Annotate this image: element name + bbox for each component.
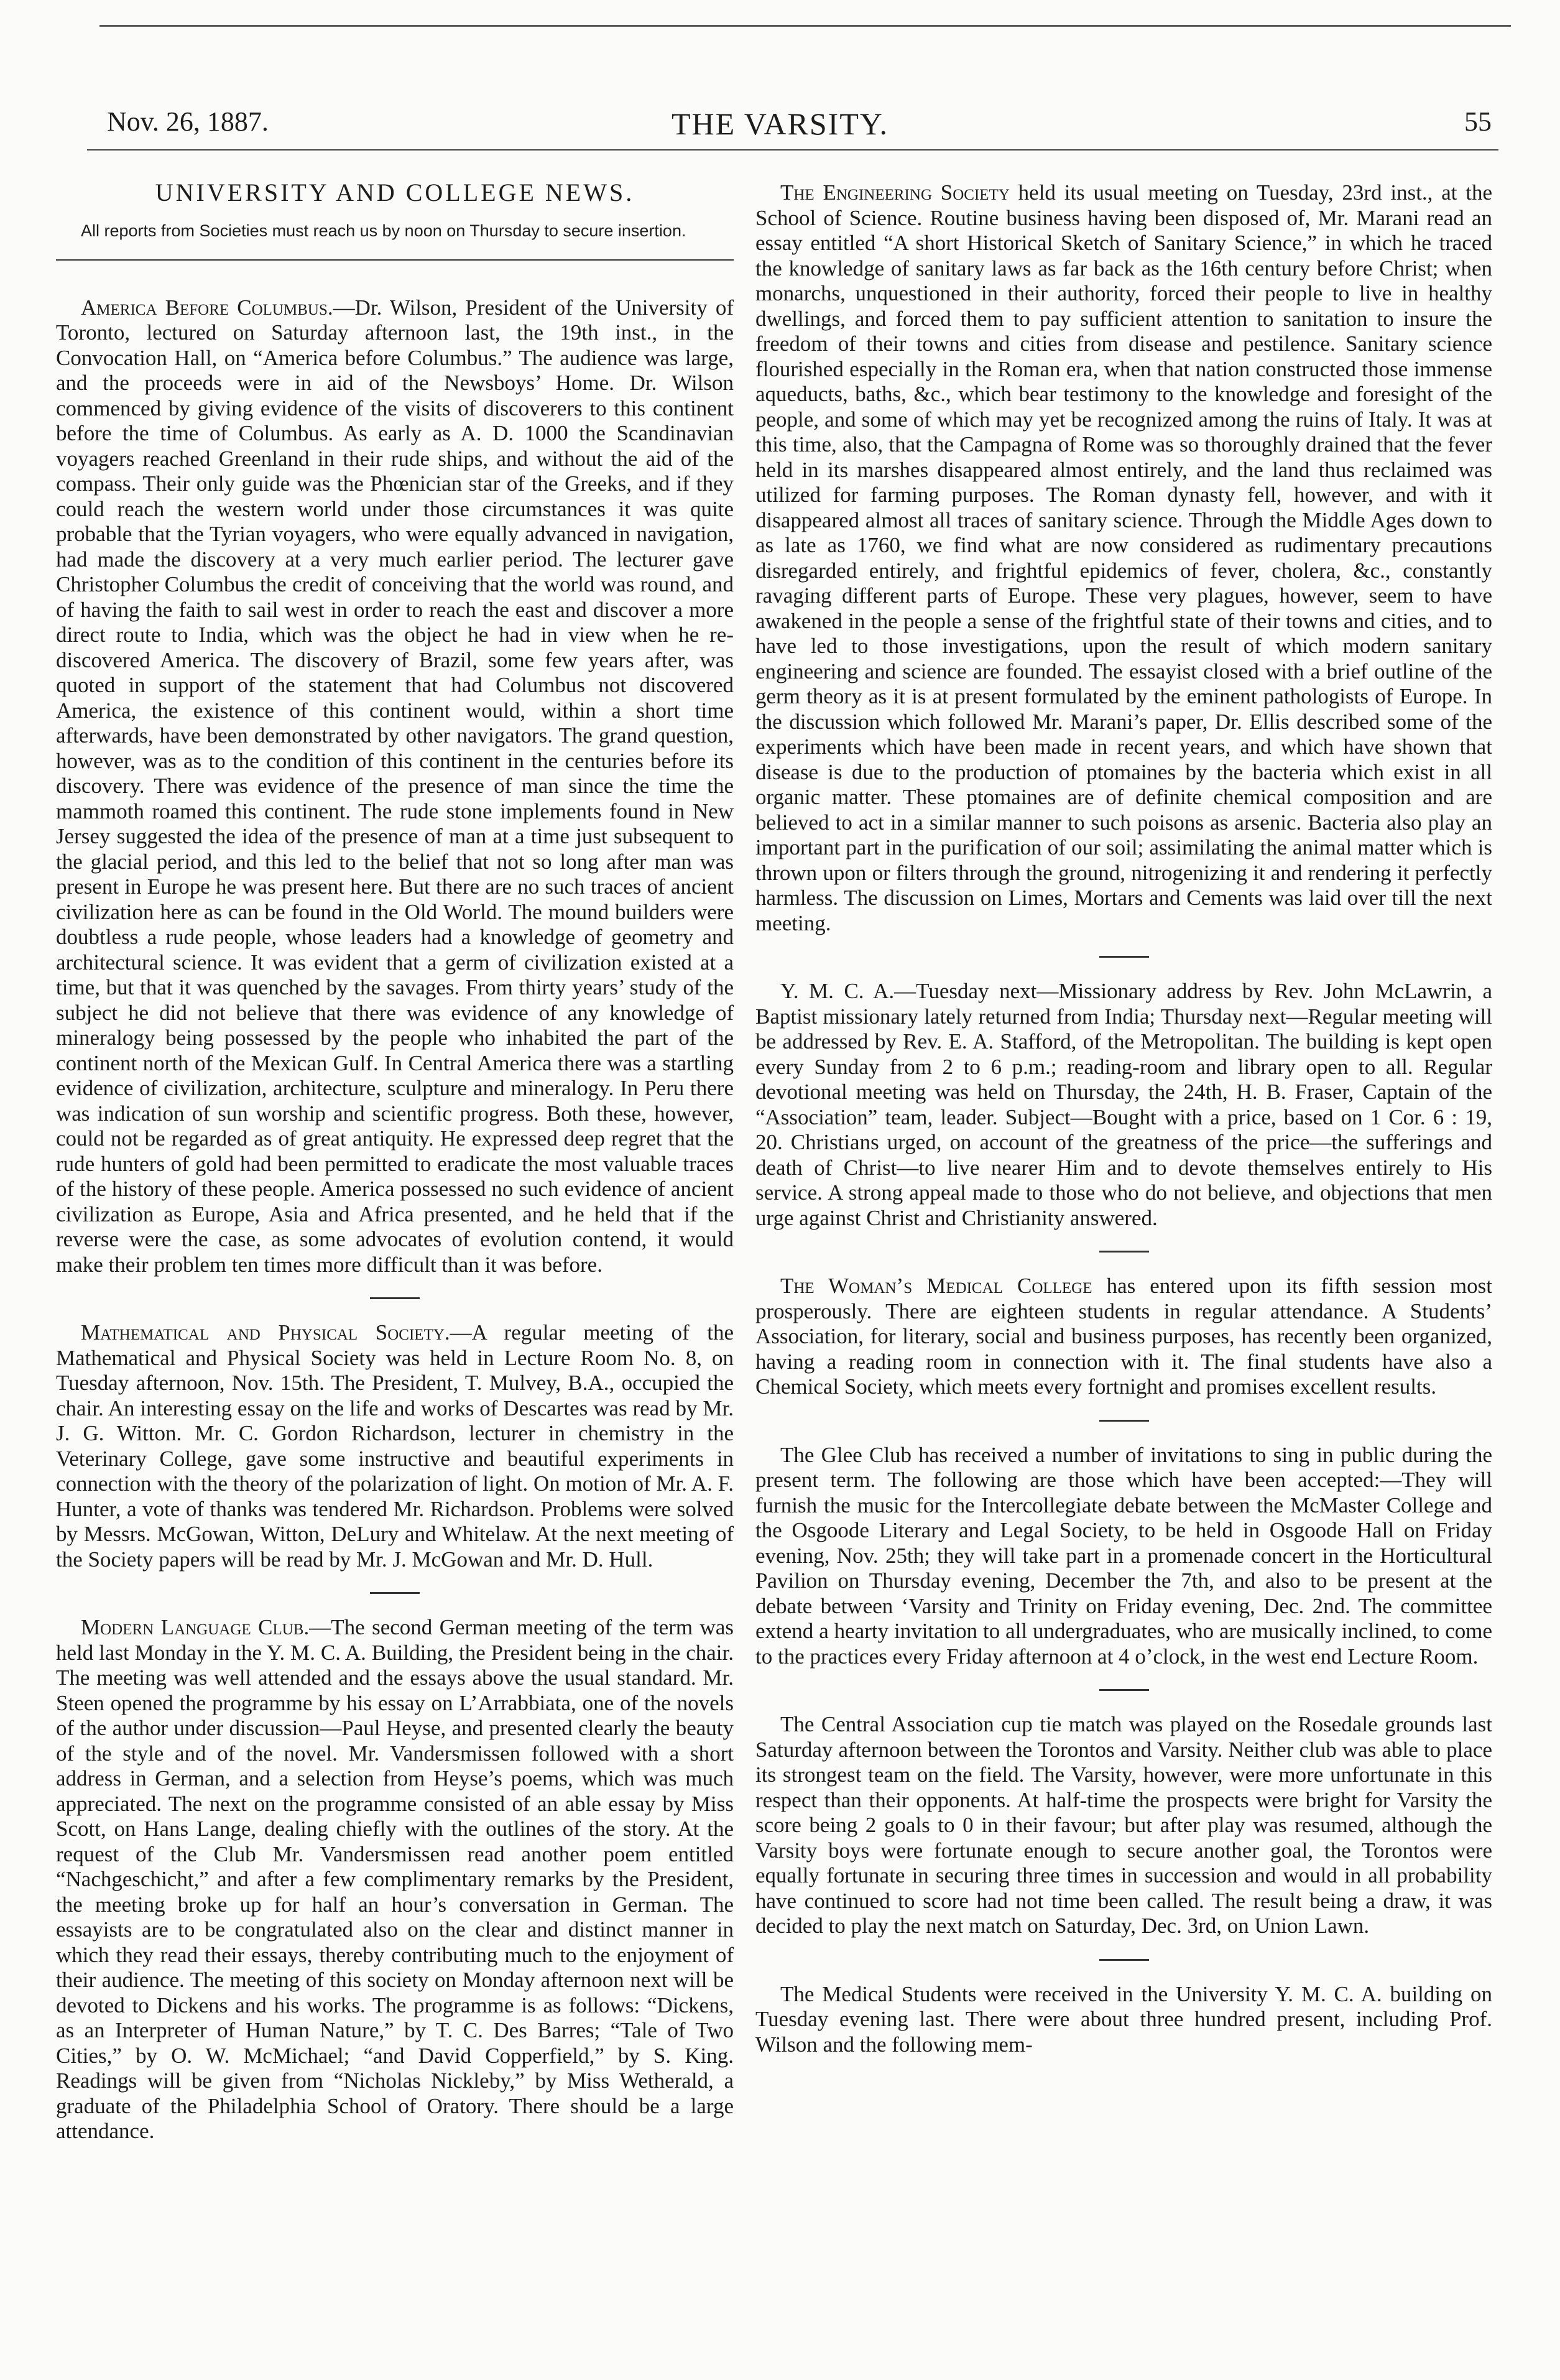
article-glee-club: [755, 1443, 1492, 1670]
article-divider: [1099, 1251, 1149, 1253]
article-heading: Mathematical and Physical Society.: [81, 1320, 450, 1345]
article-divider: [370, 1592, 420, 1594]
article-medical-students: [755, 1982, 1492, 2058]
submission-notice: All reports from Societies must reach us by noon on Thursday to secure insertion.: [81, 221, 686, 240]
article-engineering-society: [755, 180, 1492, 936]
left-column: [56, 180, 734, 2144]
article-divider: [1099, 956, 1149, 958]
article-body: The Glee Club has received a number of invitations to sing in public during the present term. The following are those which have been accepted:—They will furnish the music for the Intercollegiate debate between the McMaster College and the Osgoode Literary and Legal Society, to be held in Osgoode Hall on Friday evening, Nov. 25th; they will take part in a promenade concert in the Horticultural Pavilion on Thursday evening, December the 7th, and also to be present at the debate between ‘Varsity and Trinity on Friday evening, Dec. 2nd. The committee extend a hearty invitation to all undergraduates, who are musically inclined, to come to the practices every Friday afternoon at 4 o’clock, in the west end Lecture Room.: [755, 1442, 1492, 1669]
article-ymca: [755, 979, 1492, 1231]
article-body: has entered upon its fifth session most prosperously. There are eighteen students in regular attendance. A Students’ Association, for literary, social and business purposes, has recently been organized, having a reading room in connection with it. The final students have also a Chemical Society, which meets every fortnight and promises excellent results.: [755, 1274, 1492, 1399]
article-body: The Central Association cup tie match was played on the Rosedale grounds last Saturday afternoon between the Torontos and Varsity. Neither club was able to place its strongest team on the field. The Varsity, however, were more unfortunate in this respect than their opponents. At half-time the prospects were bright for Varsity the score being 2 goals to 0 in their favour; but after play was resumed, although the Varsity boys were fortunate enough to secure another goal, the Torontos were equally fortunate in securing three times in succession and would in all probability have continued to score had not time been called. The result being a draw, it was decided to play the next match on Saturday, Dec. 3rd, on Union Lawn.: [755, 1712, 1492, 1938]
article-body: —A regular meeting of the Mathematical and Physical Society was held in Lecture Room No. 8, on Tuesday afternoon, Nov. 15th. The President, T. Mulvey, B.A., occupied the chair. An interesting essay on the life and works of Descartes was read by Mr. J. G. Witton. Mr. C. Gordon Richardson, lecturer in chemistry in the Veterinary College, gave some instructive and beautiful experiments in connection with the theory of the polarization of light. On motion of Mr. A. F. Hunter, a vote of thanks was tendered Mr. Richardson. Problems were solved by Messrs. McGowan, Witton, DeLury and Whitelaw. At the next meeting of the Society papers will be read by Mr. J. McGowan and Mr. D. Hull.: [56, 1320, 734, 1572]
article-divider: [370, 1297, 420, 1299]
right-column: [755, 180, 1492, 2057]
article-divider: [1099, 1420, 1149, 1422]
article-heading: The Engineering Society: [780, 180, 1010, 205]
article-body: —Dr. Wilson, President of the University of Toronto, lectured on Saturday afternoon last, the 19th inst., in the Convocation Hall, on “America before Columbus.” The audience was large, and the proceeds were in aid of the Newsboys’ Home. Dr. Wilson commenced by giving evidence of the visits of discoverers to this continent before the time of Columbus. As early as A. D. 1000 the Scandinavian voyagers reached Greenland in their rude ships, and without the aid of the compass. Their only guide was the Phœnician star of the Greeks, and if they could reach the western world under those circumstances it was quite probable that the Tyrian voyagers, who were equally advanced in navigation, had made the discovery at a very much earlier period. The lecturer gave Christopher Columbus the credit of conceiving that the world was round, and of having the faith to sail west in order to reach the east and discover a more direct route to India, which was the object he had in view when he re-discovered America. The discovery of Brazil, some few years after, was quoted in support of the statement that had Columbus not discovered America, the existence of this continent would, within a short time afterwards, have been demonstrated by other navigators. The grand question, however, was as to the condition of this continent in the centuries before its discovery. There was evidence of the presence of man since the time the mammoth roamed this continent. The rude stone implements found in New Jersey suggested the idea of the presence of man at a time just subsequent to the glacial period, and this led to the belief that not so long after man was present in Europe he was present here. But there are no such traces of ancient civilization here as can be found in the Old World. The mound builders were doubtless a rude people, whose leaders had a knowledge of geometry and architectural science. It was evident that a germ of civilization existed at a time, but that it was quenched by the savages. From thirty years’ study of the subject he did not believe that there was evidence of any knowledge of mineralogy being possessed by the people who inhabited the part of the continent north of the Mexican Gulf. In Central America there was a startling evidence of civilization, architecture, sculpture and mineralogy. In Peru there was indication of sun worship and scientific progress. Both these, however, could not be regarded as of great antiquity. He expressed deep regret that the rude hunters of gold had been permitted to eradicate the most valuable traces of the history of these people. America possessed no such evidence of ancient civilization as Europe, Asia and Africa presented, and he held that if the reverse were the case, as some advocates of evolution contend, it would make their problem ten times more difficult than it was before.: [56, 295, 734, 1277]
article-womens-medical-college: [755, 1274, 1492, 1400]
article-modern-language-club: [56, 1615, 734, 2144]
section-divider: [56, 259, 734, 261]
top-border-rule: [99, 25, 1511, 27]
article-divider: [1099, 1689, 1149, 1691]
article-body: Y. M. C. A.—Tuesday next—Missionary address by Rev. John McLawrin, a Baptist missionary lately returned from India; Thursday next—Regular meeting will be addressed by Rev. E. A. Stafford, of the Metropolitan. The building is kept open every Sunday from 2 to 6 p.m.; reading-room and library open to all. Regular devotional meeting was held on Thursday, the 24th, H. B. Fraser, Captain of the “Association” team, leader. Subject—Bought with a price, based on 1 Cor. 6 : 19, 20. Christians urged, on account of the greatness of the price—the sufferings and death of Christ—to live nearer Him and to devote themselves entirely to His service. A strong appeal made to those who do not believe, and objections that men urge against Christ and Christianity answered.: [755, 979, 1492, 1230]
article-body: held its usual meeting on Tuesday, 23rd inst., at the School of Science. Routine business having been disposed of, Mr. Marani read an essay entitled “A short Historical Sketch of Sanitary Science,” in which he traced the knowledge of sanitary laws as far back as the 16th century before Christ; when monarchs, unquestioned in their authority, forced their people to live in healthy dwellings, and forced them to pay sufficient attention to sanitation to insure the freedom of their towns and cities from disease and pestilence. Sanitary science flourished especially in the Roman era, when that nation constructed those immense aqueducts, baths, &c., which bear testimony to the knowledge and foresight of the people, and some of which may yet be recognized among the ruins of Italy. It was at this time, also, that the Campagna of Rome was so thoroughly drained that the fever held in its marshes disappeared almost entirely, and the land thus reclaimed was utilized for farming purposes. The Roman dynasty fell, however, and with it disappeared almost all traces of sanitary science. Through the Middle Ages down to as late as 1760, we find what are now considered as rudimentary precautions disregarded entirely, and frightful epidemics of fever, cholera, &c., constantly ravaging different parts of Europe. These very plagues, however, seem to have awakened in the people a sense of the frightful state of their towns and cities, and to have led to those investigations, upon the result of which modern sanitary engineering and science are founded. The essayist closed with a brief outline of the germ theory as it is at present formulated by the eminent pathologists of Europe. In the discussion which followed Mr. Marani’s paper, Dr. Ellis described some of the experiments which have been made in recent years, and which have shown that disease is due to the production of ptomaines by the bacteria which exist in all organic matter. These ptomaines are of definite chemical composition and are believed to act in a similar manner to such poisons as arsenic. Bacteria also play an important part in the purification of our soil; assimilating the animal matter which is thrown upon or filters through the ground, nitrogenizing it and rendering it perfectly harmless. The discussion on Limes, Mortars and Cements was laid over till the next meeting.: [755, 180, 1492, 935]
article-divider: [1099, 1959, 1149, 1961]
article-heading: America Before Columbus.: [81, 295, 333, 320]
article-body: —The second German meeting of the term was held last Monday in the Y. M. C. A. Building, the President being in the chair. The meeting was well attended and the essays above the usual standard. Mr. Steen opened the programme by his essay on L’Arrabbiata, one of the novels of the author under discussion—Paul Heyse, and presented clearly the beauty of the style and of the novel. Mr. Vandersmissen followed with a short address in German, and a selection from Heyse’s poems, which was much appreciated. The next on the programme consisted of an able essay by Miss Scott, on Hans Lange, dealing chiefly with the outlines of the story. At the request of the Club Mr. Vandersmissen read another poem entitled “Nachgeschicht,” and after a few complimentary remarks by the President, the meeting broke up for half an hour’s conversation in German. The essayists are to be congratulated also on the clear and distinct manner in which they read their essays, thereby contributing much to the enjoyment of their audience. The meeting of this society on Monday afternoon next will be devoted to Dickens and his works. The programme is as follows: “Dickens, as an Interpreter of Human Nature,” by T. C. Des Barres; “Tale of Two Cities,” by O. W. McMichael; “and David Copperfield,” by S. King. Readings will be given from “Nicholas Nickleby,” by Miss Wetherald, a graduate of the Philadelphia School of Oratory. There should be a large attendance.: [56, 1615, 734, 2143]
article-body: The Medical Students were received in the University Y. M. C. A. building on Tuesday evening last. There were about three hundred present, including Prof. Wilson and the following mem-: [755, 1981, 1492, 2057]
masthead-title: THE VARSITY.: [671, 106, 889, 141]
section-title: UNIVERSITY AND COLLEGE NEWS.: [155, 178, 635, 206]
article-association-match: [755, 1712, 1492, 1939]
issue-date: Nov. 26, 1887.: [107, 106, 269, 137]
page-number: 55: [1464, 106, 1492, 137]
article-mathematical-society: [56, 1320, 734, 1572]
header-rule: [87, 149, 1498, 150]
article-america-before-columbus: [56, 295, 734, 1278]
article-heading: The Woman’s Medical College: [780, 1274, 1092, 1298]
article-heading: Modern Language Club.: [81, 1615, 310, 1639]
